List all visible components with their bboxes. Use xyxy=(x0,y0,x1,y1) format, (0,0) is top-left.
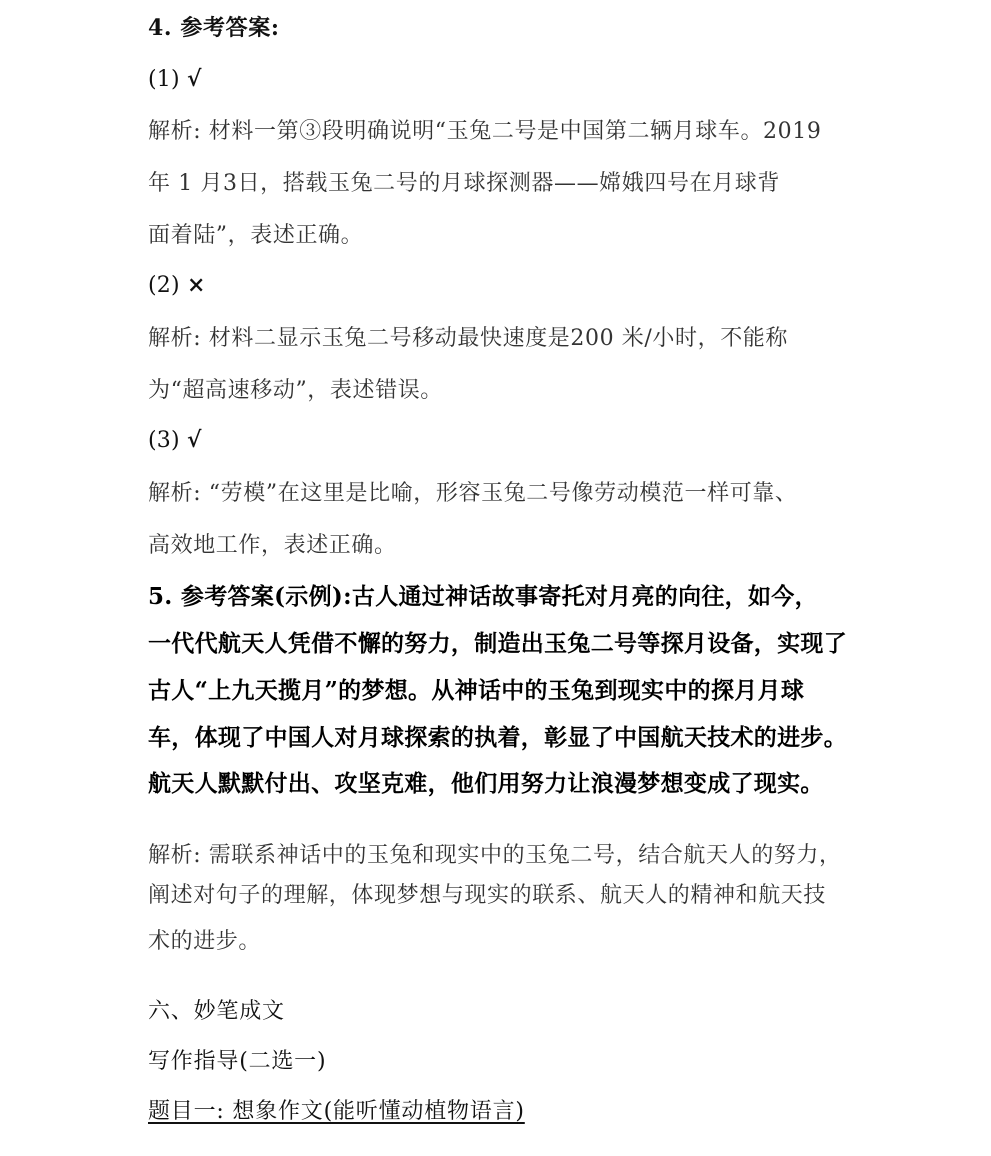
item-number: (2) xyxy=(148,273,180,298)
item-number: (3) xyxy=(148,428,180,453)
check-mark-icon: √ xyxy=(186,427,202,453)
section-title: 六、妙笔成文 xyxy=(148,999,285,1024)
section-subtitle: 写作指导(二选一) xyxy=(148,1049,327,1074)
q4-item-1 xyxy=(148,64,202,95)
q5-analysis-line: 术的进步。 xyxy=(148,929,262,954)
cross-mark-icon: × xyxy=(186,272,206,298)
q5-answer-line: 航天人默默付出、攻坚克难，他们用努力让浪漫梦想变成了现实。 xyxy=(148,770,824,797)
q4-item-2 xyxy=(148,270,206,301)
analysis-line: 解析: 材料一第③段明确说明“玉兔二号是中国第二辆月球车。2019 xyxy=(148,119,822,144)
item-number: (1) xyxy=(148,67,180,92)
q5-answer-line: 一代代航天人凭借不懈的努力，制造出玉兔二号等探月设备，实现了 xyxy=(148,630,847,657)
analysis-line: 年 1 月3日，搭载玉兔二号的月球探测器——嫦娥四号在月球背 xyxy=(148,171,780,196)
q5-analysis-line: 阐述对句子的理解，体现梦想与现实的联系、航天人的精神和航天技 xyxy=(148,883,827,908)
q5-answer-line: 古人“上九天揽月”的梦想。从神话中的玉兔到现实中的探月月球 xyxy=(148,677,805,704)
q5-analysis-line: 解析: 需联系神话中的玉兔和现实中的玉兔二号，结合航天人的努力， xyxy=(148,843,842,868)
analysis-line: 解析: “劳模”在这里是比喻，形容玉兔二号像劳动模范一样可靠、 xyxy=(148,481,798,506)
analysis-line: 高效地工作，表述正确。 xyxy=(148,533,397,558)
q5-answer-line: 车，体现了中国人对月球探索的执着，彰显了中国航天技术的进步。 xyxy=(148,724,847,751)
analysis-line: 面着陆”，表述正确。 xyxy=(148,223,364,248)
analysis-line: 为“超高速移动”，表述错误。 xyxy=(148,378,443,403)
q5-answer-line: 5. 参考答案(示例):古人通过神话故事寄托对月亮的向往，如今， xyxy=(148,583,818,610)
topic-heading: 题目一: 想象作文(能听懂动植物语言) xyxy=(148,1099,525,1124)
q4-item-3 xyxy=(148,425,202,456)
analysis-line: 解析: 材料二显示玉兔二号移动最快速度是200 米/小时，不能称 xyxy=(148,326,789,351)
check-mark-icon: √ xyxy=(186,66,202,92)
q4-heading: 4. 参考答案: xyxy=(148,15,280,41)
